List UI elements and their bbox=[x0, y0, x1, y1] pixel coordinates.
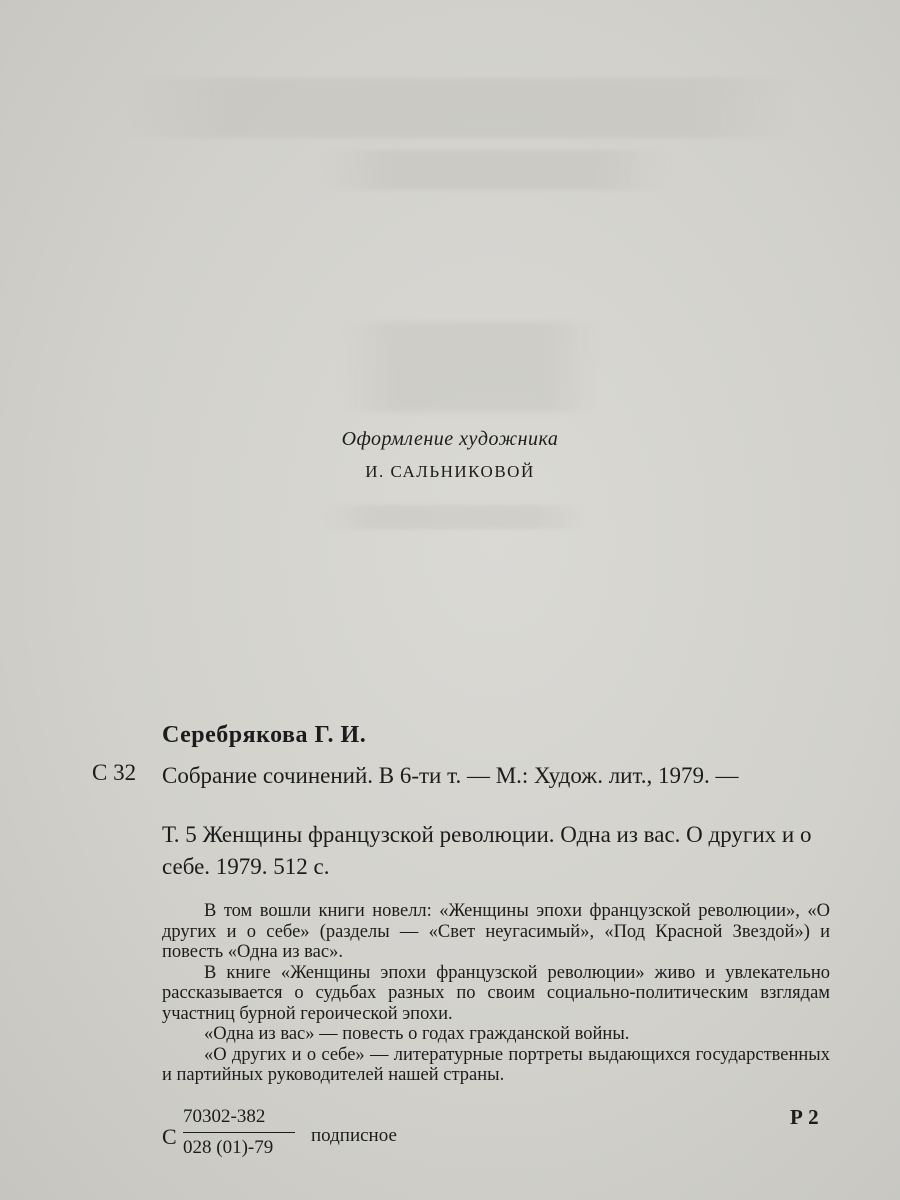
code-fraction bbox=[183, 1105, 295, 1160]
designer-credit-name: И. САЛЬНИКОВОЙ bbox=[365, 462, 535, 481]
annotation-paragraph: «Одна из вас» — повесть о годах гражданской войны. bbox=[204, 1024, 630, 1044]
annotation-paragraph: В том вошли книги новелл: «Женщины эпохи французской революции», «О других и о себе» (разделы — «Свет неугасимый», «Под Красной Звездой») и повесть «Одна из вас». bbox=[162, 901, 830, 962]
catalog-volume-line: Т. 5 Женщины французской революции. Одна из вас. О других и о себе. 1979. 512 с. bbox=[162, 822, 812, 879]
annotation-paragraph: В книге «Женщины эпохи французской революции» живо и увлекательно рассказывается о судьбах разных по своим социально-политическим взглядам участниц бурной героической эпохи. bbox=[162, 962, 830, 1024]
code-letter: С bbox=[162, 1124, 177, 1149]
designer-credit-role: Оформление художника bbox=[341, 428, 559, 450]
code-denominator: 028 (01)-79 bbox=[183, 1137, 274, 1158]
code-numerator: 70302-382 bbox=[183, 1105, 295, 1133]
catalog-index: С 32 bbox=[92, 760, 137, 785]
subscription-label: подписное bbox=[311, 1125, 397, 1146]
catalog-imprint-line: Собрание сочинений. В 6-ти т. — М.: Худож. лит., 1979. — bbox=[162, 763, 739, 788]
annotation-paragraph: «О других и о себе» — литературные портреты выдающихся государственных и партийных руководителей нашей страны. bbox=[162, 1044, 830, 1085]
annotation bbox=[162, 901, 830, 1086]
catalog-author: Серебрякова Г. И. bbox=[162, 722, 367, 748]
bbk-code: Р 2 bbox=[790, 1105, 819, 1129]
